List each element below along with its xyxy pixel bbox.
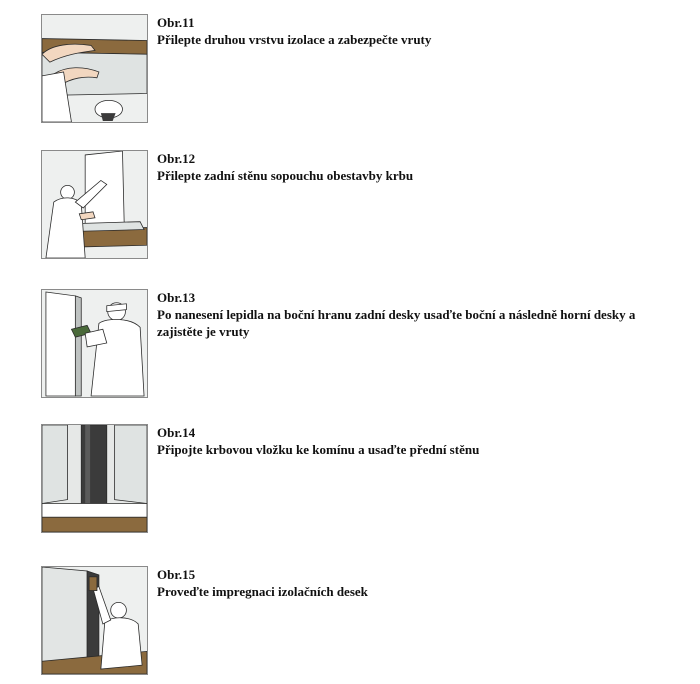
hands-insulation-illustration xyxy=(42,15,147,122)
back-wall-illustration xyxy=(42,151,147,258)
step-15-text: Proveďte impregnaci izolačních desek xyxy=(157,584,368,599)
step-15-number: Obr.15 xyxy=(157,567,196,582)
chimney-pipe-illustration xyxy=(42,425,147,532)
step-15-illustration xyxy=(41,566,148,675)
step-12-text: Přilepte zadní stěnu sopouchu obestavby krbu xyxy=(157,168,414,183)
step-12-illustration xyxy=(41,150,148,259)
step-13-illustration xyxy=(41,289,148,398)
step-14-illustration xyxy=(41,424,148,533)
step-11-illustration xyxy=(41,14,148,123)
step-14-text: Připojte krbovou vložku ke komínu a usaďte přední stěnu xyxy=(157,442,480,457)
impregnation-illustration xyxy=(42,567,147,674)
step-13-number: Obr.13 xyxy=(157,290,196,305)
drilling-illustration xyxy=(42,290,147,397)
step-12-number: Obr.12 xyxy=(157,151,196,166)
step-14-number: Obr.14 xyxy=(157,425,196,440)
step-11-text: Přilepte druhou vrstvu izolace a zabezpečte vruty xyxy=(157,32,432,47)
step-11-number: Obr.11 xyxy=(157,15,195,30)
step-13-text: Po nanesení lepidla na boční hranu zadní desky usaďte boční a následně horní desky a zajistěte je vruty xyxy=(157,307,636,339)
